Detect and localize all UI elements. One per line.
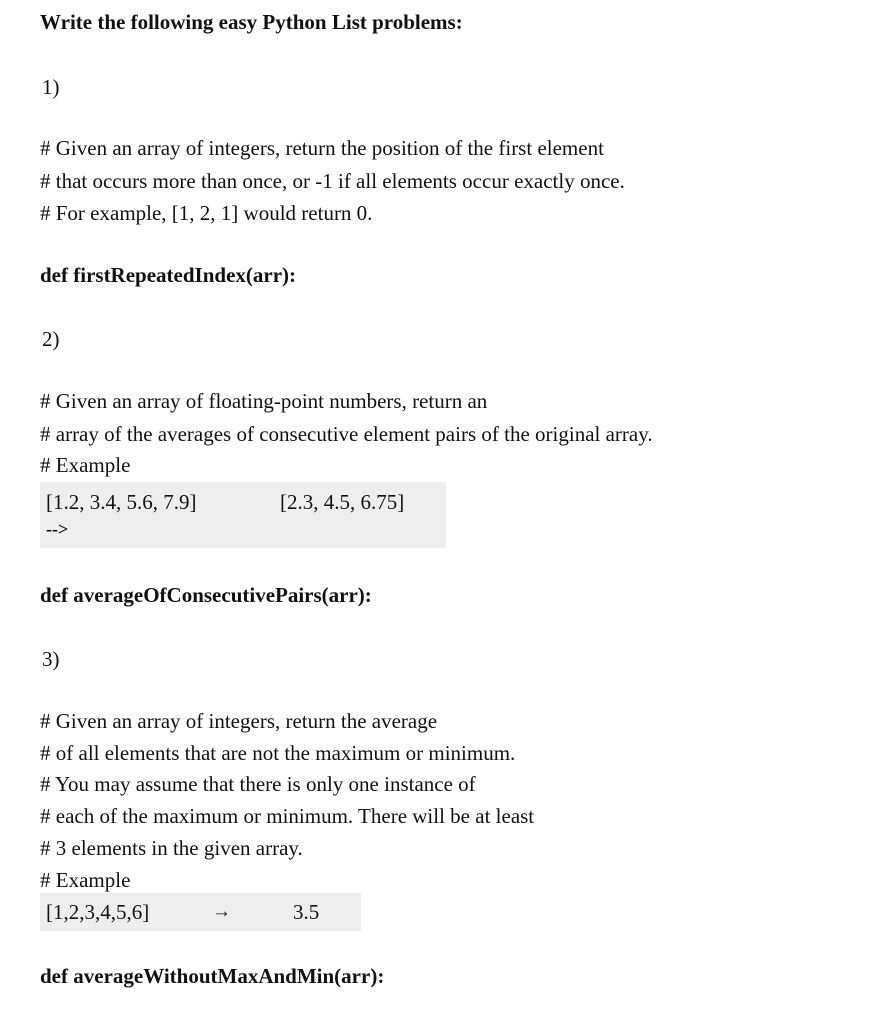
example-output: 3.5 [293, 900, 320, 924]
problem-2-number: 2) [42, 327, 60, 351]
example-input: [1.2, 3.4, 5.6, 7.9] [46, 490, 197, 514]
problem-3-example-box [40, 893, 361, 931]
problem-2-comment-line: # Given an array of floating-point numbers, return an [40, 389, 488, 413]
problem-3-comment-line: # You may assume that there is only one instance of [40, 772, 476, 796]
example-output: [2.3, 4.5, 6.75] [280, 490, 405, 514]
problem-1-comment-line: # Given an array of integers, return the position of the first element [40, 136, 604, 160]
problem-3-comment-line: # 3 elements in the given array. [40, 836, 303, 860]
problem-1-number: 1) [42, 75, 60, 99]
problem-3-signature: def averageWithoutMaxAndMin(arr): [40, 964, 385, 988]
page-heading: Write the following easy Python List problems: [40, 10, 463, 34]
problem-2-comment-line: # Example [40, 453, 131, 477]
problem-3-comment-line: # Given an array of integers, return the average [40, 709, 438, 733]
problem-3-comment-line: # of all elements that are not the maximum or minimum. [40, 741, 516, 765]
problem-2-comment-line: # array of the averages of consecutive element pairs of the original array. [40, 422, 653, 446]
problem-3-comment-line: # each of the maximum or minimum. There will be at least [40, 804, 535, 828]
problem-2-example-box [40, 482, 446, 548]
problem-2-signature: def averageOfConsecutivePairs(arr): [40, 583, 372, 607]
example-arrow: → [212, 901, 231, 922]
example-arrow: --> [46, 519, 69, 539]
problem-3-number: 3) [42, 647, 60, 671]
example-input: [1,2,3,4,5,6] [46, 900, 150, 924]
problem-3-comment-line: # Example [40, 868, 131, 892]
problem-1-comment-line: # For example, [1, 2, 1] would return 0. [40, 201, 373, 225]
problem-1-comment-line: # that occurs more than once, or -1 if all elements occur exactly once. [40, 169, 625, 193]
problem-1-signature: def firstRepeatedIndex(arr): [40, 263, 297, 287]
